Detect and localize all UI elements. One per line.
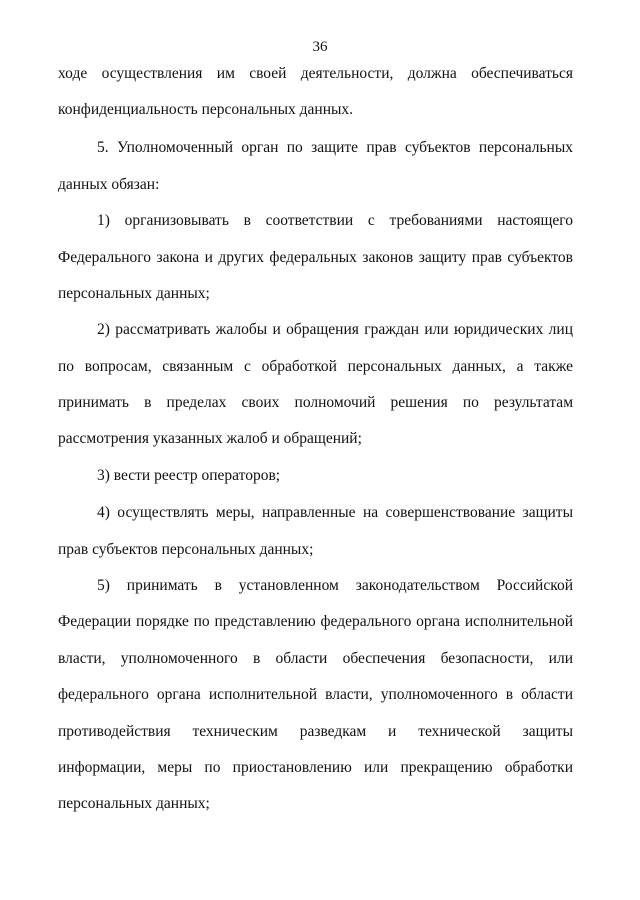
- text-line: Федерального закона и других федеральных законов защиту прав субъектов: [58, 249, 573, 266]
- text-line: рассмотрения указанных жалоб и обращений;: [58, 430, 362, 447]
- text-line: данных обязан:: [58, 176, 160, 193]
- text-line: 4) осуществлять меры, направленные на совершенствование защиты: [97, 504, 573, 521]
- text-line: власти, уполномоченного в области обеспечения безопасности, или: [58, 650, 573, 667]
- text-line: ходе осуществления им своей деятельности, должна обеспечиваться: [58, 65, 573, 82]
- text-line: персональных данных;: [58, 285, 210, 302]
- text-line: принимать в пределах своих полномочий решения по результатам: [58, 394, 573, 411]
- text-line: Федерации порядке по представлению федерального органа исполнительной: [58, 613, 573, 630]
- text-line: прав субъектов персональных данных;: [58, 541, 314, 558]
- text-line: по вопросам, связанным с обработкой персональных данных, а также: [58, 358, 573, 375]
- text-line: 3) вести реестр операторов;: [97, 467, 281, 484]
- text-line: информации, меры по приостановлению или прекращению обработки: [58, 759, 573, 776]
- text-line: противодействия техническим разведкам и технической защиты: [58, 723, 573, 740]
- text-line: персональных данных;: [58, 795, 210, 812]
- text-line: 5. Уполномоченный орган по защите прав субъектов персональных: [97, 139, 573, 156]
- page-number: 36: [312, 39, 328, 55]
- text-line: конфиденциальность персональных данных.: [58, 101, 354, 118]
- text-line: 5) принимать в установленном законодательством Российской: [97, 577, 573, 594]
- text-line: 1) организовывать в соответствии с требованиями настоящего: [97, 212, 573, 229]
- text-line: 2) рассматривать жалобы и обращения граждан или юридических лиц: [97, 321, 573, 338]
- text-line: федерального органа исполнительной власти, уполномоченного в области: [58, 686, 573, 703]
